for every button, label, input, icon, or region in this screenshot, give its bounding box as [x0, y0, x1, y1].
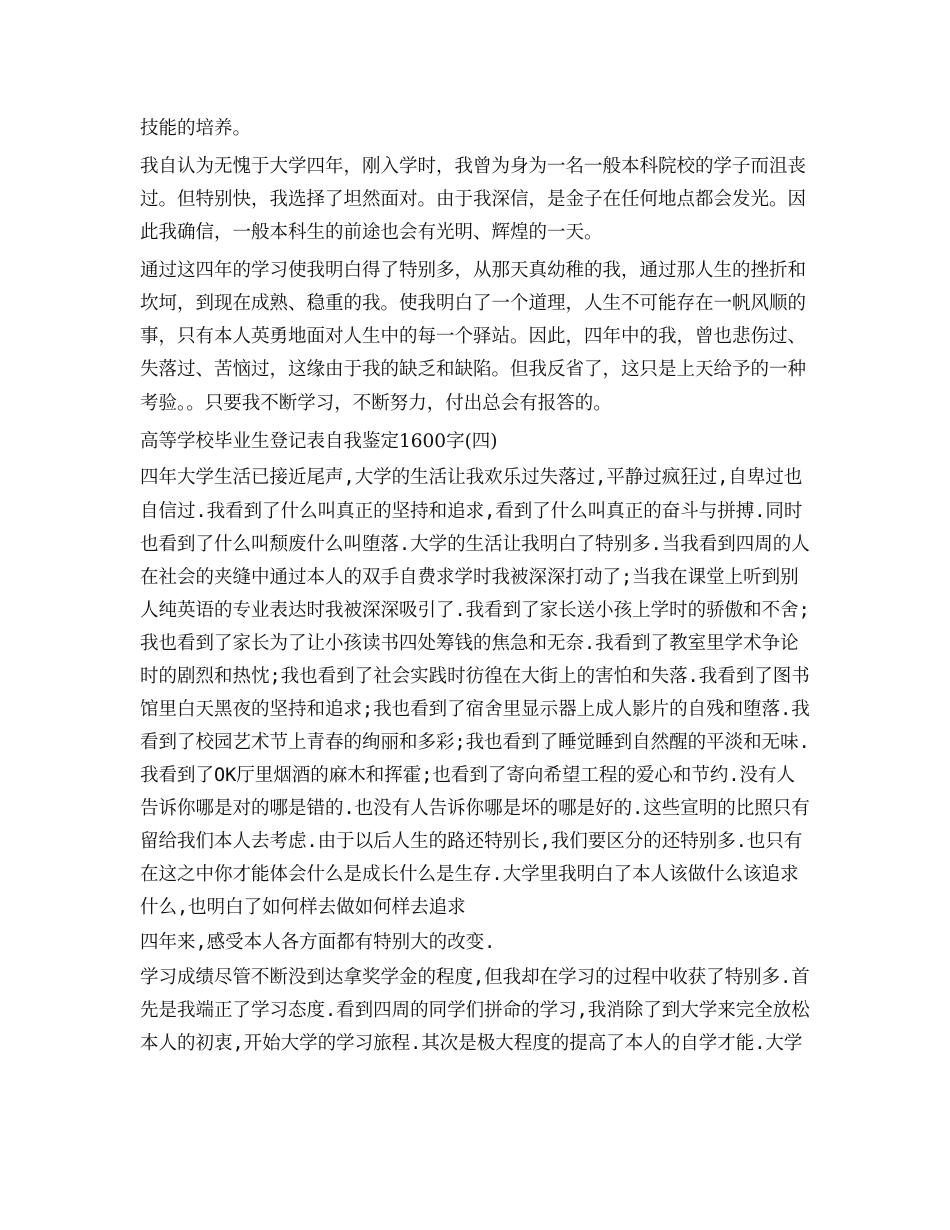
- text-line: 学习成绩尽管不断没到达拿奖学金的程度,但我却在学习的过程中收获了特别多.首: [140, 967, 810, 988]
- text-line: 也看到了什么叫颓废什么叫堕落.大学的生活让我明白了特别多.当我看到四周的人: [140, 534, 810, 555]
- text-line: 什么,也明白了如何样去做如何样去追求: [140, 897, 466, 918]
- text-line: 在社会的夹缝中通过本人的双手自费求学时我被深深打动了;当我在课堂上听到别: [140, 567, 799, 588]
- text-line: 自信过.我看到了什么叫真正的坚持和追求,看到了什么叫真正的奋斗与拼搏.同时: [140, 501, 803, 522]
- text-line: 人纯英语的专业表达时我被深深吸引了.我看到了家长送小孩上学时的骄傲和不舍;: [140, 600, 810, 621]
- text-line: 我也看到了家长为了让小孩读书四处筹钱的焦急和无奈.我看到了教室里学术争论: [140, 633, 799, 654]
- text-line: 时的剧烈和热忱;我也看到了社会实践时彷徨在大街上的害怕和失落.我看到了图书: [140, 666, 810, 687]
- text-line: 此我确信，一般本科生的前途也会有光明、辉煌的一天。: [140, 222, 603, 243]
- text-line: 四年大学生活已接近尾声,大学的生活让我欢乐过失落过,平静过疯狂过,自卑过也: [140, 467, 803, 488]
- text-line: 技能的培养。: [140, 118, 252, 139]
- text-line: 失落过、苦恼过，这缘由于我的缺乏和缺陷。但我反省了，这只是上天给予的一种: [140, 359, 807, 380]
- text-line: 本人的初衷,开始大学的学习旅程.其次是极大程度的提高了本人的自学才能.大学: [140, 1033, 803, 1054]
- text-line: 过。但特别快，我选择了坦然面对。由于我深信，是金子在任何地点都会发光。因: [140, 189, 807, 210]
- section-heading: 高等学校毕业生登记表自我鉴定1600字(四): [140, 431, 498, 452]
- text-line: 看到了校园艺术节上青春的绚丽和多彩;我也看到了睡觉睡到自然醒的平淡和无味.: [140, 732, 810, 753]
- text-line: 告诉你哪是对的哪是错的.也没有人告诉你哪是坏的哪是好的.这些宣明的比照只有: [140, 798, 810, 819]
- text-line: 留给我们本人去考虑.由于以后人生的路还特别长,我们要区分的还特别多.也只有: [140, 831, 803, 852]
- text-line: 考验。。只要我不断学习，不断努力，付出总会有报答的。: [140, 393, 612, 414]
- text-line: 事，只有本人英勇地面对人生中的每一个驿站。因此，四年中的我，曾也悲伤过、: [140, 326, 807, 347]
- text-line: 先是我端正了学习态度.看到四周的同学们拼命的学习,我消除了到大学来完全放松: [140, 1000, 810, 1021]
- text-line: 馆里白天黑夜的坚持和追求;我也看到了宿舍里显示器上成人影片的自残和堕落.我: [140, 699, 810, 720]
- text-line: 通过这四年的学习使我明白得了特别多，从那天真幼稚的我，通过那人生的挫折和: [140, 260, 807, 281]
- text-line: 我自认为无愧于大学四年，刚入学时，我曾为身为一名一般本科院校的学子而沮丧: [140, 156, 807, 177]
- text-line: 坎坷，到现在成熟、稳重的我。使我明白了一个道理，人生不可能存在一帆风顺的: [140, 293, 807, 314]
- text-line: 我看到了OK厅里烟酒的麻木和挥霍;也看到了寄向希望工程的爱心和节约.没有人: [140, 765, 796, 786]
- text-line: 四年来,感受本人各方面都有特别大的改变.: [140, 932, 496, 953]
- text-line: 在这之中你才能体会什么是成长什么是生存.大学里我明白了本人该做什么该追求: [140, 864, 799, 885]
